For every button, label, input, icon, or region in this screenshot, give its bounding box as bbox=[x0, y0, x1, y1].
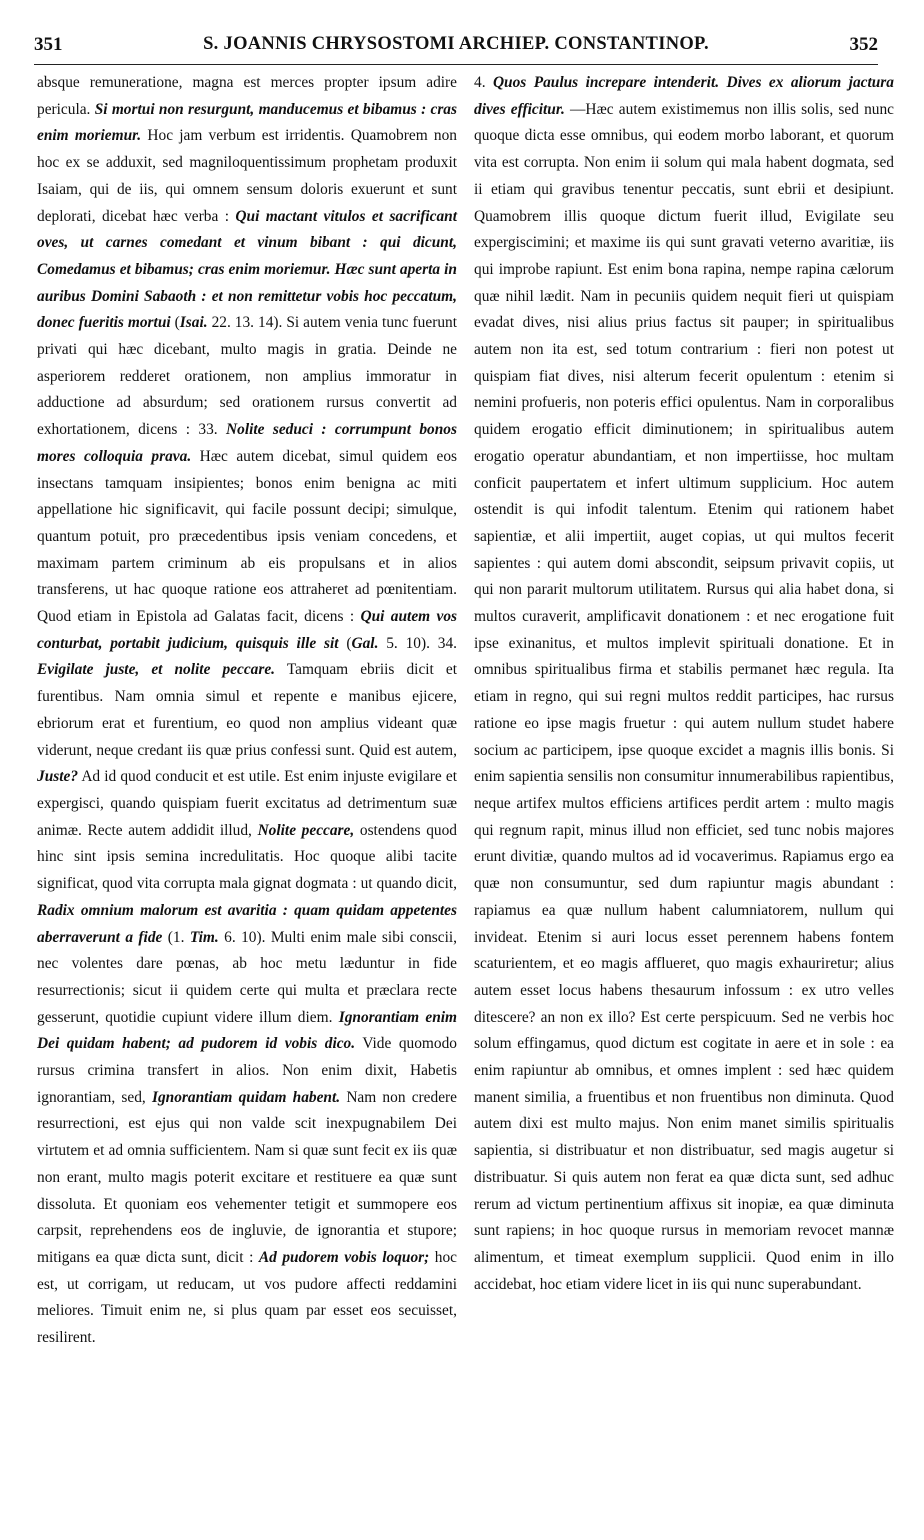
text-run: Ad id quod conducit et est utile. Est enim injuste evigilare et expergisci, quando quispiam fuerit excitatus ad detrimentum suæ animæ. Recte autem addidit illud, bbox=[37, 768, 457, 839]
right-column bbox=[474, 70, 894, 1298]
page-number-right: 352 bbox=[849, 34, 878, 55]
italic-run: Isai. bbox=[179, 314, 208, 332]
italic-run: Ignorantiam quidam habent. bbox=[151, 1088, 341, 1106]
text-run: Hoc jam verbum est irridentis. Quamobrem non hoc ex se adduxit, sed magniloquentissimum prophetam produxit Isaiam, qui de iis, qui omnem sensum doloris exuerunt et sunt deplorati, dicebat hæc verba : bbox=[37, 127, 457, 225]
text-run: 22. 13. 14). Si autem venia tunc fuerunt privati qui hæc dicebant, multo magis in gratia. Deinde ne asperiorem redderet orationem, non amplius immoratur in adductione ad absurdum; sed orationem rursus convertit ad exhortationem, dicens : 33. bbox=[37, 314, 457, 439]
text-run: 6. 10). Multi enim male sibi conscii, nec volentes dare pœnas, ab hoc metu læduntur in fide resurrectionis; sicut ii quidem certe qui multa et præclara recte gesserunt, quotidie cupiunt videre illum diem. bbox=[37, 928, 457, 1026]
text-run: Vide quomodo rursus crimina transfert in alios. Non enim dixit, Habetis ignorantiam, sed, bbox=[37, 1035, 457, 1106]
text-run: ostendens quod hinc sint ipsis semina incredulitatis. Hoc quoque alibi tacite significat, quod vita corrupta mala gignat dogmata : ut quando dicit, bbox=[37, 821, 457, 893]
italic-run: Radix omnium malorum est avaritia : quam quidam appetentes aberraverunt a fide bbox=[37, 901, 457, 946]
italic-run: Qui autem vos conturbat, portabit judicium, quisquis ille sit bbox=[37, 608, 457, 652]
italic-run: Ad pudorem vobis loquor; bbox=[258, 1248, 430, 1266]
text-run: absque remuneratione, magna est merces propter ipsum adire pericula. bbox=[37, 74, 457, 118]
italic-run: Qui mactant vitulos et sacrificant oves, ut carnes comedant et vinum bibant : qui dicunt, Comedamus et bibamus; cras enim moriemur. Hæc sunt aperta in auribus Domini Sabaoth : et non remittetur vobis hoc peccatum, donec fueritis mortui bbox=[37, 207, 457, 332]
text-run: ( bbox=[170, 314, 180, 332]
italic-run: Quos Paulus increpare intenderit. Dives ex aliorum jactura dives efficitur. bbox=[474, 74, 894, 118]
paragraph bbox=[474, 70, 894, 1298]
italic-run: Gal. bbox=[351, 634, 379, 652]
italic-run: Juste? bbox=[37, 768, 79, 786]
page-number-left: 351 bbox=[34, 34, 63, 55]
text-run: ( bbox=[338, 634, 352, 652]
text-run: (1. bbox=[162, 928, 190, 946]
italic-run: Ignorantiam enim Dei quidam habent; ad pudorem id vobis dico. bbox=[37, 1008, 457, 1053]
italic-run: Nolite peccare, bbox=[257, 821, 355, 839]
running-title: S. JOANNIS CHRYSOSTOMI ARCHIEP. CONSTANTINOP. bbox=[203, 34, 709, 54]
paragraph bbox=[37, 70, 457, 1352]
text-run: Hæc autem dicebat, simul quidem eos insectans tamquam insipientes; bonos enim benigna ac miti appellatione hic significavit, qui facile possunt decipi; simulque, quantum potuit, pro præcedentibus ipsis veniam concedens, et maximam partem criminum ab eis propulsans et in alios transferens, ut hac quoque ratione eos attraheret ad pœnitentiam. Quod etiam in Epistola ad Galatas facit, dicens : bbox=[37, 447, 457, 626]
italic-run: Si mortui non resurgunt, manducemus et bibamus : cras enim moriemur. bbox=[37, 100, 457, 145]
italic-run: Nolite seduci : corrumpunt bonos mores colloquia prava. bbox=[37, 421, 457, 465]
text-run: Nam non credere resurrectioni, est ejus qui non valde scit inexpugnabilem Dei virtutem et ad omnia sufficientem. Nam si quæ sunt fecit ex iis quæ non erant, multo magis poterit excitare et restituere ea quæ sunt dissoluta. Et quoniam eos vehementer tetigit et summopere eos carpsit, reprehendens eos de ingluvie, de ignorantia et stupore; mitigans ea quæ dicta sunt, dicit : bbox=[37, 1088, 457, 1266]
text-run: 4. bbox=[474, 74, 493, 91]
italic-run: Evigilate juste, et nolite peccare. bbox=[37, 661, 276, 679]
italic-run: Tim. bbox=[189, 928, 219, 946]
text-run: 5. 10). 34. bbox=[378, 634, 457, 652]
text-run: hoc est, ut corrigam, ut reducam, ut vos pudore affecti reddamini meliores. Timuit enim ne, si plus quam par esset eos secuisset, resilirent. bbox=[37, 1248, 457, 1347]
left-column bbox=[37, 70, 457, 1352]
text-run: Tamquam ebriis dicit et furentibus. Nam omnia simul et repente e manibus ejicere, ebriorum erat et furentium, eo quod non amplius videant quæ viderunt, neque credant iis quæ prius confessi sunt. Quid est autem, bbox=[37, 661, 458, 759]
page-header bbox=[34, 34, 878, 65]
text-run: —Hæc autem existimemus non illis solis, sed nunc quoque dicta esse omnibus, qui eodem morbo laborant, et quorum vita est corrupta. Non enim ii solum qui mala habent dogmata, sed ii etiam qui gravibus tenentur peccatis, sunt ebrii et desipiunt. Quamobrem illis quoque dictum fuerit illud, Evigilate seu expergiscimini; et maxime iis qui sunt gravati veterno avaritiæ, iis qui improbe rapiunt. Est enim bona rapina, nempe rapina cælorum quæ nihil lædit. Nam in pecuniis quidem nequit fieri ut quispiam evadat dives, nisi alius prius factus sit pauper; in spiritualibus autem non ita est, sed totum contrarium : fieri non potest ut quispiam fiat dives, nisi alterum fecerit opulentum : etenim si nemini profueris, non poteris effici opulentus. Nam in corporalibus quidem erogatio efficit diminutionem; in spiritualibus autem erogatio operatur abundantiam, et non impertiisse, hoc multam conficit paupertatem et infert ultimum supplicium. Hoc autem ostendit is qui infodit talentum. Etenim qui rationem habet sapientiæ, et alii impertiit, auget copias, ut qui multos fecerit sapientes : qui autem domi abscondit, seipsum privavit copiis, ut qui non pararit multorum utilitatem. Rursus qui alia habet dona, si multos curaverit, amplificavit donationem : et nec erogatione fuit ipse exinanitus, et multos implevit spirituali donatione. Et in omnibus spiritualibus firma et stabilis permanet hæc regula. Ita etiam in regno, qui sui regni multos reddit participes, hac rursus ratione eo ipse magis fruetur : qui autem nullum studet habere socium ac participem, ipse quoque excidet a magnis illis bonis. Si enim sapientia sensilis non consumitur innumerabilibus rapientibus, neque artifex multos efficiens artifices perdit artem : multo magis qui regnum rapit, minus illud non efficiet, sed tunc nobis majores erunt divitiæ, quando multos ad id vocaverimus. Rapiamus ergo ea quæ non consumuntur, sed dum rapiuntur magis abundant : rapiamus ea quæ nullum habent calumniatorem, nullum qui invideat. Etenim si auri locus esset perennem habens fontem scaturientem, et eo magis afflueret, quo magis exhauriretur; alius autem esset locus habens thesaurum infossum : ex utro velles ditescere? an non ex illo? Est certe perspicuum. Sed ne verbis hoc solum effingamus, quod dictum est cogitate in aere et in sole : ea enim rapiuntur ab omnibus, et omnes implent : sed hæc quidem manent similia, a fruentibus et non fruentibus non diminuta. Quod autem dixi est multo majus. Non enim manet similis spiritualis sapientia, si distribuatur et non distribuatur, sed magis augetur si distribuatur. Si quis autem non ferat ea quæ dicta sunt, sed adhuc rerum ad victum pertinentium affixus sit inopiæ, ea quæ diminuta sunt rapiens; in hoc quoque rursus in memoriam revocet mannæ alimentum, et timeat exemplum supplicii. Quod enim in illo accidebat, hoc etiam videre licet in iis qui nunc superabundant. bbox=[474, 100, 894, 1293]
